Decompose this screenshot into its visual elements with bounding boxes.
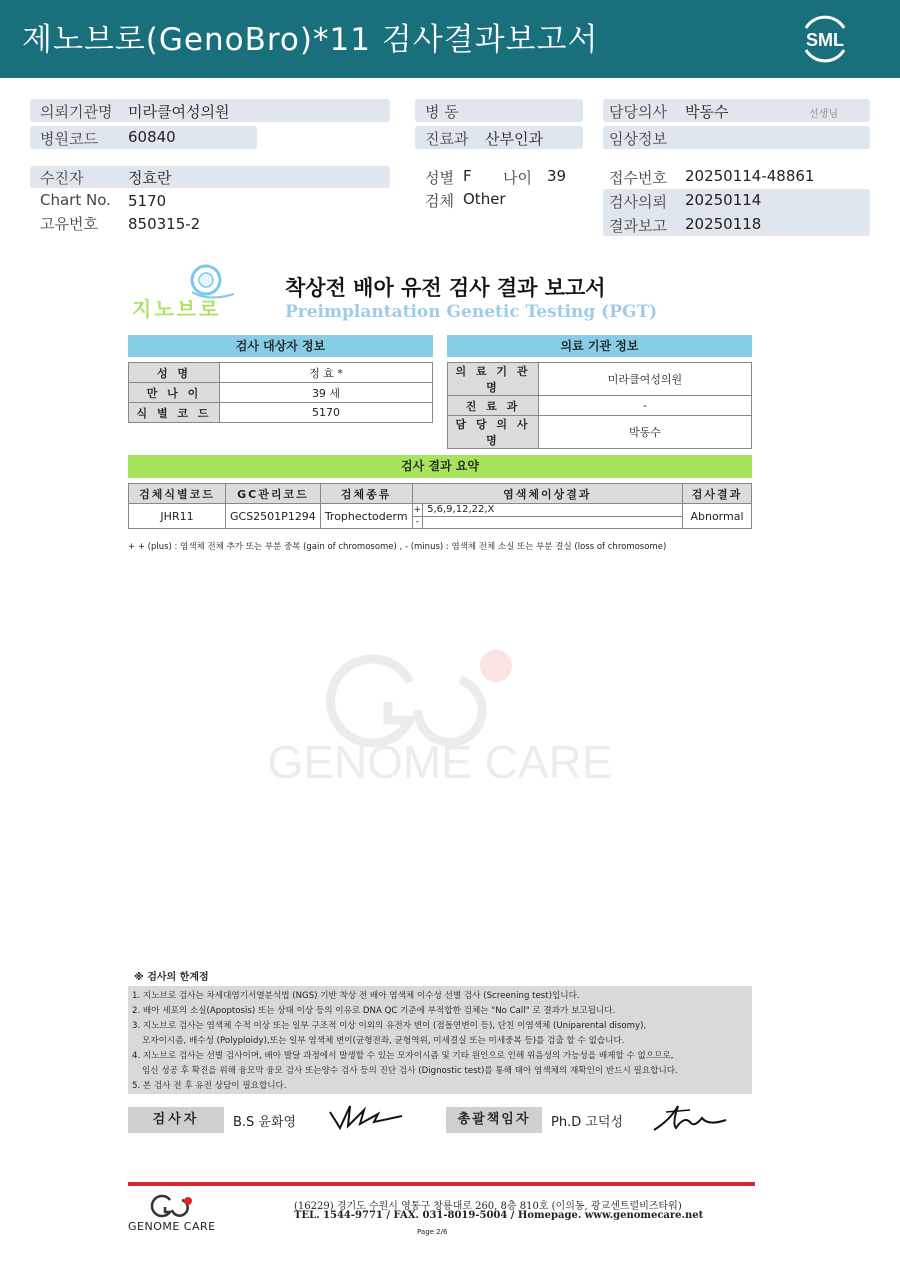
- result-value: Abnormal: [683, 504, 752, 529]
- receipt-label: 접수번호: [609, 169, 667, 187]
- page-number: Page 2/6: [417, 1228, 448, 1236]
- inst-dept: -: [539, 396, 752, 416]
- summary-table: [128, 483, 752, 529]
- limitation-line: 모자이시즘, 배수성 (Polyploidy),또는 일부 염색체 변이(균형전좌, 균형역위, 미세결실 또는 미세중복 등)를 검출 할 수 없습니다.: [142, 1036, 625, 1046]
- limitation-line: 2. 배아 세포의 소실(Apoptosis) 또는 상태 이상 등의 이유로 DNA QC 기준에 부적합한 검체는 "No Call" 로 결과가 보고됩니다.: [132, 1006, 616, 1016]
- chart-label: Chart No.: [40, 191, 111, 209]
- dept-label: 진료과: [425, 130, 469, 148]
- page-title: 제노브로(GenoBro)*11 검사결과보고서: [22, 22, 599, 58]
- hospital-code-label: 병원코드: [40, 130, 98, 148]
- limitation-line: 임신 성공 후 확진을 위해 융모막 융모 검사 또는양수 검사 등의 진단 검사 (Dignostic test)를 통해 태아 염색체의 재확인이 반드시 필요합니다.: [142, 1066, 678, 1076]
- unique-value: 850315-2: [128, 215, 201, 233]
- inst-header: 의료 기관 정보: [447, 335, 752, 357]
- director-name: Ph.D 고덕성: [551, 1115, 624, 1130]
- watermark-text: GENOME CARE: [267, 736, 613, 788]
- age-label: 나이: [503, 169, 532, 187]
- report-title: 착상전 배아 유전 검사 결과 보고서: [285, 276, 606, 300]
- doctor-value: 박동수: [685, 103, 729, 121]
- patient-box: [30, 166, 390, 188]
- col-sample-type: 검체종류: [320, 484, 412, 504]
- specimen-value: Other: [463, 190, 506, 208]
- inst-name-label: 의 료 기 관 명: [448, 363, 539, 396]
- director-label: 총괄책임자: [446, 1107, 542, 1133]
- request-value: 20250114: [685, 191, 762, 209]
- tester-signature-icon: [326, 1102, 406, 1134]
- sample-id: JHR11: [129, 504, 226, 529]
- ward-label: 병 동: [425, 103, 459, 121]
- col-sample-id: 검체식별코드: [129, 484, 226, 504]
- inst-name: 미라클여성의원: [539, 363, 752, 396]
- footer-divider: [128, 1182, 755, 1186]
- sml-logo: [798, 14, 852, 64]
- institution-label: 의뢰기관명: [40, 103, 113, 121]
- age-value: 39: [547, 167, 567, 185]
- limitation-line: 5. 본 검사 전 후 유전 상담이 필요합니다.: [132, 1081, 287, 1091]
- inst-doctor: 박동수: [539, 416, 752, 449]
- tester-label: 검사자: [128, 1107, 224, 1133]
- inst-doctor-label: 담 당 의 사 명: [448, 416, 539, 449]
- report-date-value: 20250118: [685, 215, 762, 233]
- summary-header: 검사 결과 요약: [128, 455, 752, 478]
- gc-code: GCS2501P1294: [226, 504, 321, 529]
- sex-label: 성별: [425, 169, 454, 187]
- unique-label: 고유번호: [40, 215, 98, 233]
- footer-address: (16229) 경기도 수원시 영통구 창룡대로 260, 8층 810호 (이의동, 광교센트럴비즈타워): [294, 1201, 682, 1212]
- report-date-label: 결과보고: [609, 217, 667, 235]
- limitation-line: 1. 지노브로 검사는 차세대염기서열분석법 (NGS) 기반 착상 전 배아 염색체 이수성 선별 검사 (Screening test)입니다.: [132, 991, 580, 1001]
- report-subtitle: Preimplantation Genetic Testing (PGT): [285, 302, 658, 322]
- inst-dept-label: 진 료 과: [448, 396, 539, 416]
- plus-sign: +: [413, 504, 422, 515]
- institution-value: 미라클여성의원: [128, 103, 230, 121]
- subject-table: [128, 362, 433, 423]
- genobro-logo-text: 지노브로: [132, 297, 222, 321]
- genome-care-logo-text: GENOME CARE: [128, 1220, 216, 1233]
- limitations-box: [128, 986, 752, 1094]
- dept-value: 산부인과: [485, 130, 543, 148]
- limitations-title: ※ 검사의 한계점: [134, 972, 209, 983]
- subject-age: 39 세: [220, 383, 433, 403]
- col-result: 검사결과: [683, 484, 752, 504]
- tester-name: B.S 윤화영: [233, 1115, 297, 1130]
- limitation-line: 4. 지노브로 검사는 선별 검사이며, 배아 발달 과정에서 발생할 수 있는 모자이시즘 및 기타 원인으로 인해 위음성의 가능성을 배제할 수 없으므로,: [132, 1051, 674, 1061]
- inst-table: [447, 362, 752, 449]
- sml-logo-text: SML: [806, 30, 844, 50]
- legend-note: + + (plus) : 염색체 전체 추가 또는 부분 중복 (gain of chromosome) , - (minus) : 염색체 전체 소실 또는 부분 결실 (loss of chromosome): [128, 542, 667, 552]
- col-gc-code: GC관리코드: [226, 484, 321, 504]
- doctor-label: 담당의사: [609, 103, 667, 121]
- hospital-code-value: 60840: [128, 128, 176, 146]
- sex-value: F: [463, 167, 472, 185]
- subject-id: 5170: [220, 403, 433, 423]
- col-chromosome: 염색체이상결과: [412, 484, 682, 504]
- sample-type: Trophectoderm: [320, 504, 412, 529]
- patient-label: 수진자: [40, 169, 84, 187]
- minus-sign: -: [412, 516, 423, 529]
- subject-header: 검사 대상자 정보: [128, 335, 433, 357]
- director-signature-icon: [650, 1100, 730, 1136]
- specimen-label: 검체: [425, 192, 454, 210]
- subject-name: 정 효 *: [220, 363, 433, 383]
- subject-name-label: 성 명: [129, 363, 220, 383]
- clinical-label: 임상정보: [609, 130, 667, 148]
- request-label: 검사의뢰: [609, 193, 667, 211]
- subject-age-label: 만 나 이: [129, 383, 220, 403]
- subject-id-label: 식 별 코 드: [129, 403, 220, 423]
- doctor-suffix: 선생님: [809, 109, 838, 120]
- genome-care-logo-icon: [150, 1192, 196, 1220]
- limitation-line: 3. 지노브로 검사는 염색체 수적 이상 또는 일부 구조적 이상 이외의 유전자 변이 (점돌연변이 등), 단친 이염색체 (Uniparental disomy),: [132, 1021, 647, 1031]
- receipt-value: 20250114-48861: [685, 167, 815, 185]
- footer-contact: TEL. 1544-9771 / FAX. 031-8019-5004 / Homepage. www.genomecare.net: [294, 1210, 704, 1221]
- genobro-logo-icon: [130, 262, 240, 322]
- minus-value: [423, 516, 683, 529]
- genome-care-watermark-icon: [260, 610, 620, 790]
- chart-value: 5170: [128, 192, 167, 210]
- patient-value: 정효란: [128, 169, 172, 187]
- plus-value: 5,6,9,12,22,X: [423, 504, 683, 517]
